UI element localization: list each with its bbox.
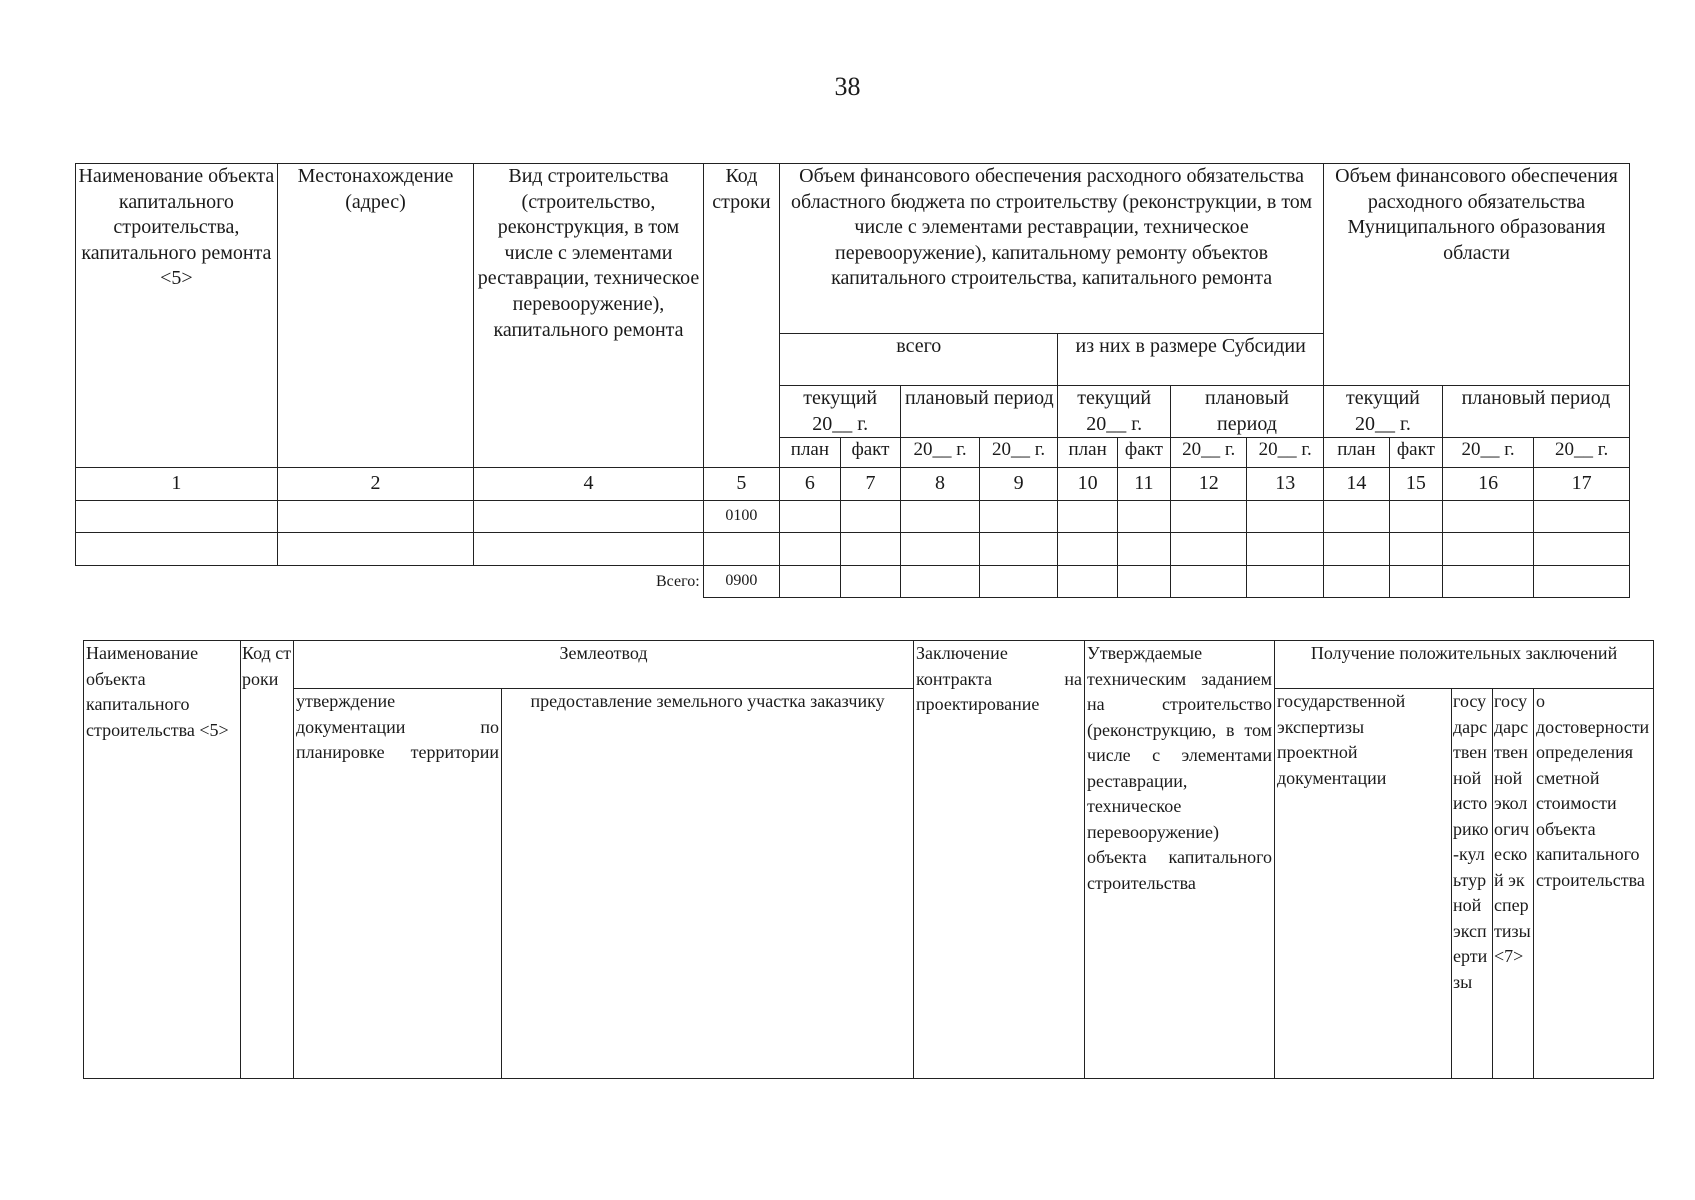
total-label: Всего: [474,566,703,598]
header-planned-period: плановый период [1442,386,1629,438]
column-number: 9 [979,468,1058,501]
header-fact: факт [840,438,901,468]
header-current-year: текущий 20__ г. [1058,386,1171,438]
header-design-contract: Заключение контракта на проектирование [914,641,1085,1079]
header-year: 20__ г. [1170,438,1246,468]
header-object-name: Наименование объекта капитального строительства, капитального ремонта <5> [76,164,278,468]
column-number: 16 [1442,468,1533,501]
column-number: 15 [1389,468,1442,501]
header-ecological-expertise: государственной экологической экспертизы <7> [1493,689,1534,1079]
header-historical-expertise: государственной историко-культурной экспертизы [1452,689,1493,1079]
column-number: 8 [901,468,980,501]
header-current-year: текущий 20__ г. [780,386,901,438]
header-cost-reliability: о достоверности определения сметной стоимости объекта капитального строительства [1534,689,1654,1079]
column-number: 5 [703,468,779,501]
header-plan: план [780,438,841,468]
header-year: 20__ г. [1534,438,1630,468]
header-planned-period: плановый период [1170,386,1323,438]
column-number: 11 [1117,468,1170,501]
header-construction-type: Вид строительства (строительство, реконструкция, в том числе с элементами реставрации, техническое перевооружение), капитального ремонта [474,164,703,468]
header-plan: план [1058,438,1117,468]
header-planned-period: плановый период [901,386,1058,438]
column-number: 1 [76,468,278,501]
header-current-year: текущий 20__ г. [1323,386,1442,438]
column-numbers-row [76,468,1630,501]
header-total: всего [780,334,1058,386]
header-year: 20__ г. [901,438,980,468]
header-land-documentation: утверждение документации по планировке территории [294,689,502,1079]
page-number: 38 [834,72,861,101]
header-technical-assignment: Утверждаемые техническим заданием на строительство (реконструкцию, в том числе с элементами реставрации, техническое перевооружение) объекта капитального строительства [1085,641,1275,1079]
column-number: 6 [780,468,841,501]
header-fact: факт [1117,438,1170,468]
header-year: 20__ г. [979,438,1058,468]
table-row [76,501,1630,533]
financing-table [75,163,1630,598]
column-number: 2 [277,468,473,501]
header-plan: план [1323,438,1389,468]
column-number: 4 [474,468,703,501]
table-row [76,533,1630,566]
header-object-name: Наименование объекта капитального строительства <5> [84,641,241,1079]
column-number: 10 [1058,468,1117,501]
row-code: 0100 [703,501,779,533]
header-subsidy: из них в размере Субсидии [1058,334,1324,386]
header-positive-conclusions: Получение положительных заключений [1275,641,1654,689]
header-fact: факт [1389,438,1442,468]
column-number: 7 [840,468,901,501]
header-year: 20__ г. [1442,438,1533,468]
milestones-table [83,640,1654,1079]
total-code: 0900 [703,566,779,598]
column-number: 12 [1170,468,1246,501]
header-row-code: Код строки [241,641,294,1079]
header-row-code: Код строки [703,164,779,468]
column-number: 14 [1323,468,1389,501]
column-number: 17 [1534,468,1630,501]
header-regional-budget: Объем финансового обеспечения расходного обязательства областного бюджета по строительству (реконструкции, в том числе с элементами реставрации, техническое перевооружение), капитальному ремонту объектов капитального строительства, капитального ремонта [780,164,1324,334]
header-state-expertise: государственной экспертизы проектной документации [1275,689,1452,1079]
header-location: Местонахождение (адрес) [277,164,473,468]
header-land-allocation: Землеотвод [294,641,914,689]
header-municipal-budget: Объем финансового обеспечения расходного обязательства Муниципального образования области [1323,164,1629,386]
total-row [76,566,1630,598]
header-land-provision: предоставление земельного участка заказчику [502,689,914,1079]
column-number: 13 [1247,468,1324,501]
header-year: 20__ г. [1247,438,1324,468]
